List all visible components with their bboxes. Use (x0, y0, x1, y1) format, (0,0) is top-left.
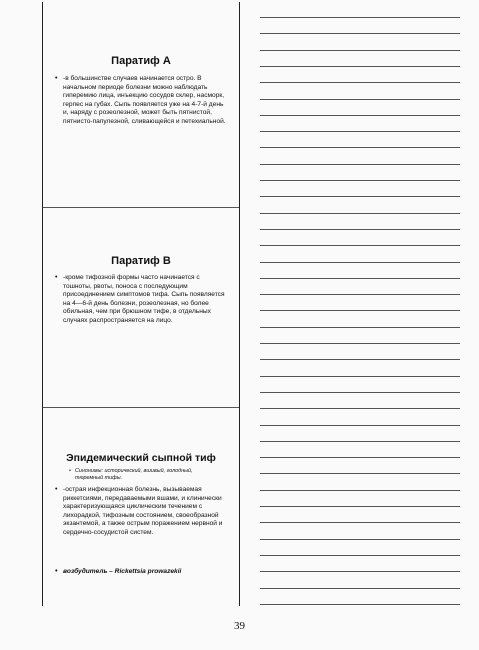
bullet-item (55, 75, 227, 127)
note-line (260, 506, 460, 507)
bullet-item (55, 486, 227, 538)
note-line (260, 294, 460, 295)
note-line (260, 164, 460, 165)
note-line (260, 408, 460, 409)
page-number: 39 (234, 620, 245, 632)
bullet-icon: • (55, 486, 58, 493)
note-line (260, 245, 460, 246)
note-line (260, 33, 460, 34)
note-line (260, 392, 460, 393)
note-line (260, 196, 460, 197)
pathogen-text: возбудитель – Rickettsia prowazekii (63, 568, 182, 575)
note-line (260, 66, 460, 67)
note-line (260, 425, 460, 426)
bullet-item (55, 274, 227, 326)
note-line (260, 473, 460, 474)
note-line (260, 441, 460, 442)
synonyms-text: Синонимы: исторический, вшивый, голодный, тюремный тифы. (75, 468, 193, 481)
slide-title: Паратиф А (111, 55, 171, 67)
note-line (260, 278, 460, 279)
note-line (260, 588, 460, 589)
synonyms-item (69, 468, 219, 482)
note-line (260, 555, 460, 556)
note-line (260, 262, 460, 263)
note-line (260, 213, 460, 214)
bullet-text: -острая инфекционная болезнь, вызываемая риккетсиями, передаваемыми вшами, и клинически характеризующаяся циклическим течением с лихорадкой, тифозным состоянием, своеобразной экзантемой, а также острым поражением нервной и сердечно-сосудистой систем. (63, 486, 223, 536)
slide-epidemic-typhus (43, 408, 239, 606)
slide-title: Эпидемический сыпной тиф (66, 452, 216, 464)
note-line (260, 147, 460, 148)
note-line (260, 539, 460, 540)
note-line (260, 490, 460, 491)
note-line (260, 131, 460, 132)
bullet-icon: • (55, 274, 58, 281)
note-line (260, 180, 460, 181)
slide-title: Паратиф В (111, 255, 171, 267)
note-line (260, 327, 460, 328)
note-line (260, 604, 460, 605)
note-line (260, 571, 460, 572)
bullet-icon: • (69, 468, 71, 474)
note-line (260, 50, 460, 51)
note-line (260, 359, 460, 360)
bullet-icon: • (55, 75, 58, 82)
slide-paratyphoid-a (43, 2, 239, 208)
pathogen-item (55, 568, 227, 577)
note-line (260, 522, 460, 523)
bullet-text: -в большинстве случаев начинается остро. В начальном периоде болезни можно наблюдать гиперемию лица, инъекцию сосудов склер, насморк, герпес на губах. Сыпь появляется уже на 4-7-й день и, наряду с розеолезной, может быть пятнистой, пятнисто-папулезной, сливающейся и петехиальной. (63, 75, 226, 125)
slides-column (42, 2, 240, 606)
note-line (260, 99, 460, 100)
note-line (260, 376, 460, 377)
note-line (260, 115, 460, 116)
note-line (260, 229, 460, 230)
note-line (260, 17, 460, 18)
note-line (260, 82, 460, 83)
note-line (260, 310, 460, 311)
note-line (260, 457, 460, 458)
note-line (260, 343, 460, 344)
slide-paratyphoid-b (43, 208, 239, 408)
bullet-icon: • (55, 568, 58, 575)
bullet-text: -кроме тифозной формы часто начинается с тошноты, рвоты, поноса с последующим присоединением симптомов тифа. Сыпь появляется на 4—6-й день болезни, розеолезная, но более обильная, чем при брюшном тифе, в отдельных случаях распространяется на лицо. (63, 274, 225, 324)
